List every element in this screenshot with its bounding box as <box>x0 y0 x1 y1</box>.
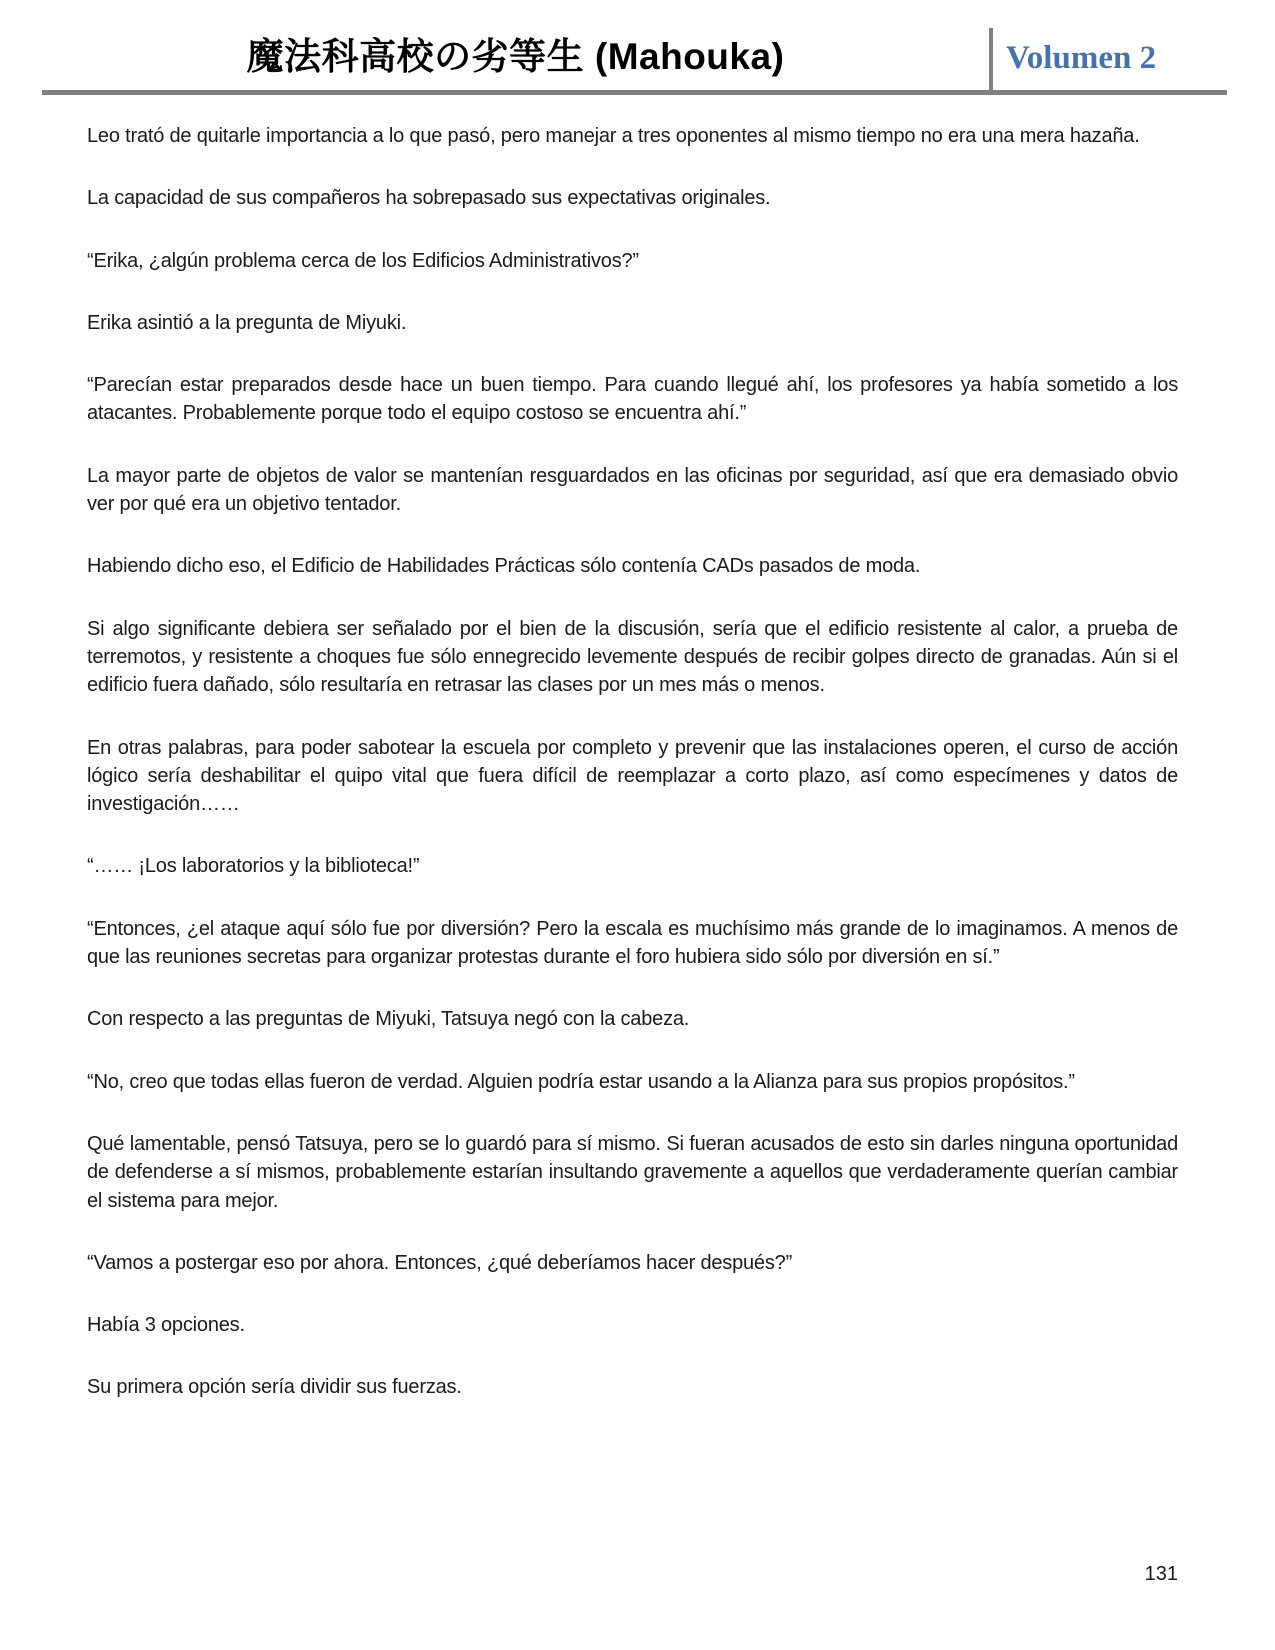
paragraph: “…… ¡Los laboratorios y la biblioteca!” <box>87 855 420 878</box>
page-body <box>87 95 1178 1402</box>
volume-label: Volumen 2 <box>1006 40 1157 76</box>
paragraph: Con respecto a las preguntas de Miyuki, Tatsuya negó con la cabeza. <box>87 1008 690 1031</box>
paragraph: Qué lamentable, pensó Tatsuya, pero se lo guardó para sí mismo. Si fueran acusados de esto sin darles ninguna oportunidad de defenderse a sí mismos, probablemente estarían insultando gravemente a aquellos que verdaderamente querían cambiar el sistema para mejor. <box>87 1132 1178 1212</box>
paragraph: Su primera opción sería dividir sus fuerzas. <box>87 1376 462 1399</box>
paragraph: Leo trató de quitarle importancia a lo que pasó, pero manejar a tres oponentes al mismo tiempo no era una mera hazaña. <box>87 125 1140 147</box>
paragraph: Habiendo dicho eso, el Edificio de Habilidades Prácticas sólo contenía CADs pasados de moda. <box>87 555 921 578</box>
header-volume-area <box>993 40 1227 90</box>
page-number: 131 <box>1144 1563 1178 1585</box>
paragraph: “Erika, ¿algún problema cerca de los Edificios Administrativos?” <box>87 249 639 272</box>
paragraph: La mayor parte de objetos de valor se mantenían resguardados en las oficinas por seguridad, así que era demasiado obvio ver por qué era un objetivo tentador. <box>87 464 1178 516</box>
page-title: 魔法科高校の劣等生 (Mahouka) <box>246 36 785 77</box>
paragraph: Erika asintió a la pregunta de Miyuki. <box>87 311 407 334</box>
header-title-area <box>42 26 989 90</box>
paragraph: “Entonces, ¿el ataque aquí sólo fue por diversión? Pero la escala es muchísimo más grande de lo imaginamos. A menos de que las reuniones secretas para organizar protestas durante el foro hubiera sido sólo por diversión en sí.” <box>87 917 1178 969</box>
page-header <box>42 0 1227 90</box>
paragraph: Si algo significante debiera ser señalado por el bien de la discusión, sería que el edificio resistente al calor, a prueba de terremotos, y resistente a choques fue sólo ennegrecido levemente después de recibir golpes directo de granadas. Aún si el edificio fuera dañado, sólo resultaría en retrasar las clases por un mes más o menos. <box>87 617 1178 697</box>
paragraph: “Vamos a postergar eso por ahora. Entonces, ¿qué deberíamos hacer después?” <box>87 1251 793 1274</box>
paragraph: “Parecían estar preparados desde hace un buen tiempo. Para cuando llegué ahí, los profesores ya había sometido a los atacantes. Probablemente porque todo el equipo costoso se encuentra ahí.” <box>87 374 1178 425</box>
paragraph: Había 3 opciones. <box>87 1314 245 1337</box>
paragraph: La capacidad de sus compañeros ha sobrepasado sus expectativas originales. <box>87 187 771 210</box>
paragraph: “No, creo que todas ellas fueron de verdad. Alguien podría estar usando a la Alianza para sus propios propósitos.” <box>87 1070 1075 1093</box>
paragraph: En otras palabras, para poder sabotear la escuela por completo y prevenir que las instalaciones operen, el curso de acción lógico sería deshabilitar el quipo vital que fuera difícil de reemplazar a corto plazo, así como especímenes y datos de investigación…… <box>87 736 1178 816</box>
